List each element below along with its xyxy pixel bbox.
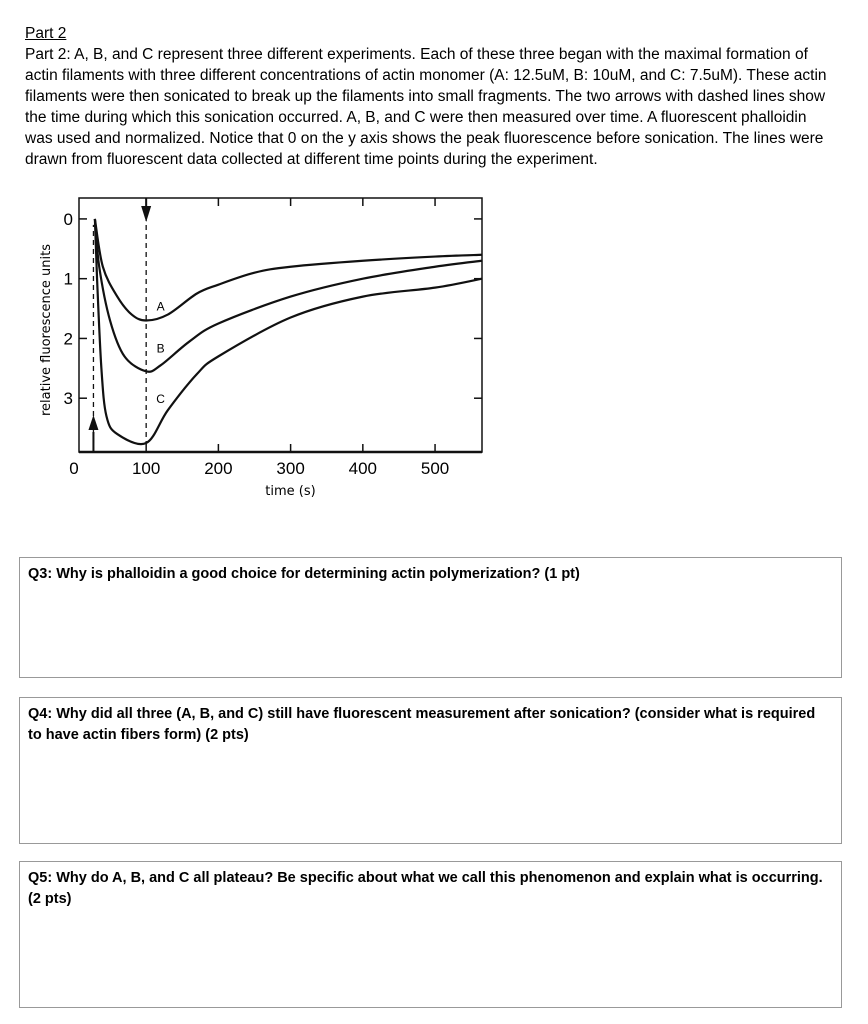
arrow-up-icon	[88, 415, 98, 430]
series-line-C	[95, 219, 482, 444]
x-axis-label: time (s)	[265, 484, 316, 499]
y-tick-label: 0	[63, 209, 73, 229]
y-tick-label: 3	[63, 389, 73, 409]
q3-answer-box[interactable]	[19, 557, 842, 678]
x-tick-label: 100	[131, 459, 161, 478]
x-tick-label: 300	[276, 459, 305, 478]
q4-answer-box[interactable]	[19, 697, 842, 844]
x-tick-label: 0	[69, 459, 79, 478]
q5-text: Q5: Why do A, B, and C all plateau? Be specific about what we call this phenomenon and explain what is occurring. (2 pts)	[28, 870, 823, 907]
y-axis-label: relative fluorescence units	[39, 243, 54, 417]
section-title: Part 2	[25, 25, 67, 42]
series-label-A: A	[156, 299, 165, 314]
x-tick-label: 200	[204, 459, 233, 478]
x-tick-label: 400	[348, 459, 378, 478]
intro-paragraph: Part 2: A, B, and C represent three different experiments. Each of these three began with the maximal formation of actin filaments with three different concentrations of actin monomer (A: 12.5uM, B: 10uM, and C: 7.5uM). These actin filaments were then sonicated to break up the filaments into small fragments. The two arrows with dashed lines show the time during which this sonication occurred. A, B, and C were then measured over time. A fluorescent phalloidin was used and normalized. Notice that 0 on the y axis shows the peak fluorescence before sonication. The lines were drawn from fluorescent data collected at different time points during the experiment.	[25, 46, 827, 168]
arrow-down-icon	[141, 206, 151, 222]
x-tick-label: 500	[420, 459, 450, 478]
series-line-B	[95, 219, 482, 372]
y-tick-label: 1	[63, 269, 73, 289]
series-line-A	[95, 219, 482, 321]
series-label-B: B	[156, 341, 165, 356]
y-tick-label: 2	[63, 329, 73, 349]
q4-text: Q4: Why did all three (A, B, and C) still have fluorescent measurement after sonication? (consider what is required to have actin fibers form) (2 pts)	[28, 706, 816, 743]
q3-text: Q3: Why is phalloidin a good choice for determining actin polymerization? (1 pt)	[28, 566, 580, 582]
plot-frame	[79, 198, 482, 452]
series-label-C: C	[156, 392, 165, 407]
q5-answer-box[interactable]	[19, 861, 842, 1008]
